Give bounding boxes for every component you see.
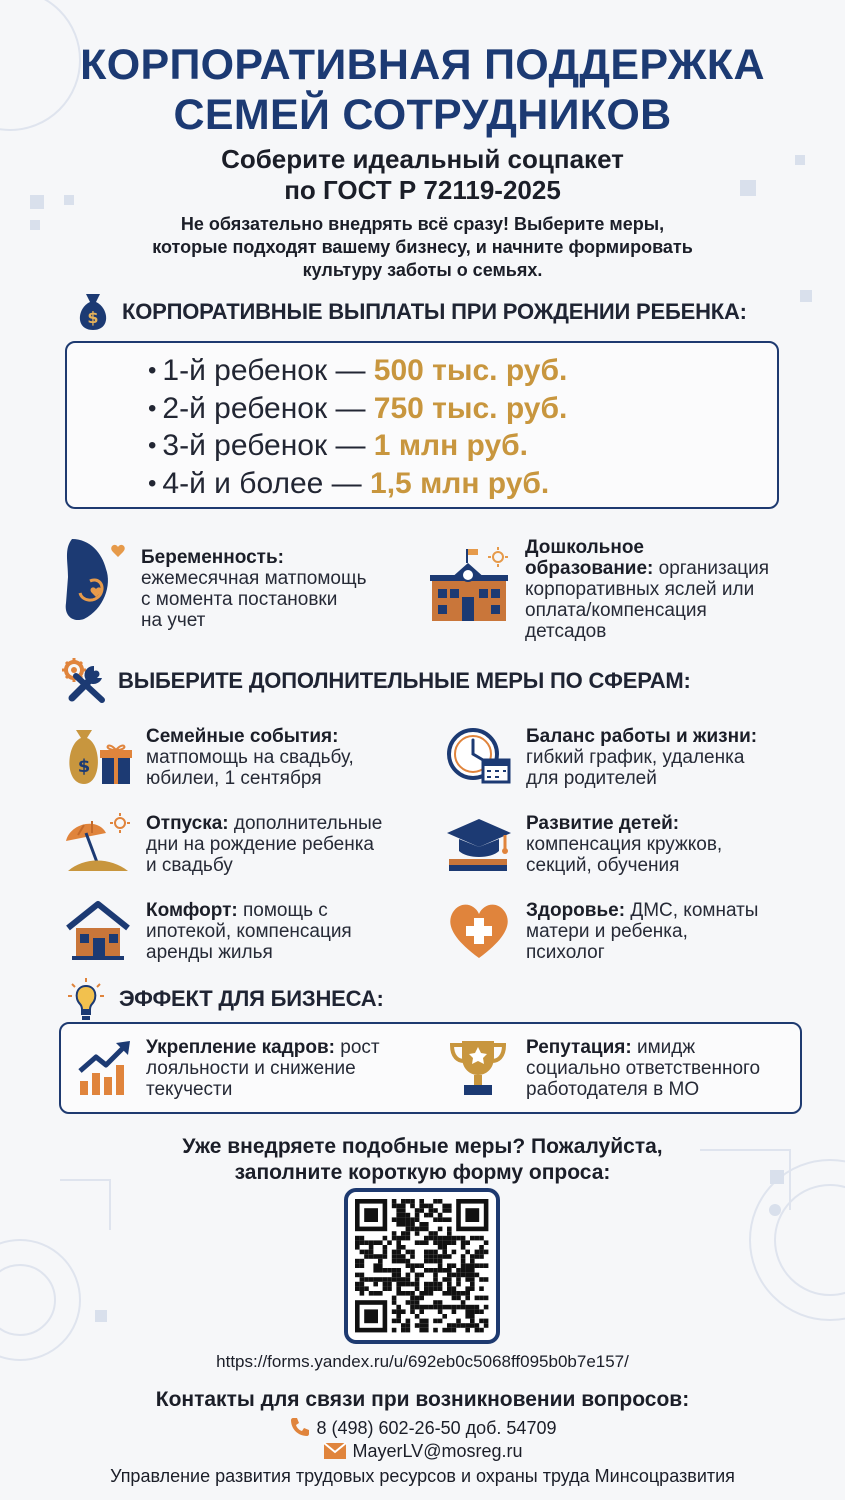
gear-wrench-icon [62,658,110,704]
survey-invitation: Уже внедряете подобные меры? Пожалуйста, заполните короткую форму опроса: [182,1135,663,1184]
extra-measures-heading: ВЫБЕРИТЕ ДОПОЛНИТЕЛЬНЫЕ МЕРЫ ПО СФЕРАМ: [62,658,691,704]
phone-icon [289,1416,311,1438]
payment-item: • 1-й ребенок — 500 тыс. руб. [148,354,568,387]
footer-organization: Управление развития трудовых ресурсов и охраны труда Минсоцразвития [110,1466,735,1486]
payment-item: • 3-й ребенок — 1 млн руб. [148,429,529,462]
payment-item: • 4-й и более — 1,5 млн руб. [148,467,550,500]
school-building-icon [428,545,514,625]
money-bag-icon [73,290,113,334]
trophy-icon [448,1037,508,1099]
clock-calendar-icon [445,726,513,786]
beach-umbrella-icon [64,813,132,875]
contacts-heading: Контакты для связи при возникновении вопросов: [155,1388,690,1411]
survey-link[interactable]: https://forms.yandex.ru/u/692eb0c5068ff095b0b7e157/ [216,1352,629,1371]
payment-item: • 2-й ребенок — 750 тыс. руб. [148,392,568,425]
page-subtitle: Соберите идеальный соцпакет по ГОСТ Р 72119-2025 [221,144,624,205]
qr-code-image[interactable] [348,1192,496,1340]
pregnant-woman-icon [60,537,134,623]
intro-text: Не обязательно внедрять всё сразу! Выберите меры, которые подходят вашему бизнесу, и начните формировать культуру заботы о семьях. [152,214,693,280]
heart-medical-icon [445,900,513,962]
payments-heading: $ КОРПОРАТИВНЫЕ ВЫПЛАТЫ ПРИ РОЖДЕНИИ РЕБЕНКА: [73,290,747,334]
growth-chart-icon [76,1037,134,1099]
svg-text:$: $ [77,756,91,777]
business-effect-heading: ЭФФЕКТ ДЛЯ БИЗНЕСА: [66,976,384,1022]
qr-code[interactable] [344,1188,500,1344]
envelope-icon [323,1442,347,1460]
page-title: КОРПОРАТИВНАЯ ПОДДЕРЖКА СЕМЕЙ СОТРУДНИКОВ [80,41,765,139]
contact-email[interactable]: MayerLV@mosreg.ru [0,1441,845,1462]
svg-text:$: $ [87,308,99,327]
graduation-cap-icon [445,813,513,873]
money-gift-icon [64,726,132,788]
lightbulb-icon [66,976,106,1022]
contact-phone[interactable]: 8 (498) 602-26-50 доб. 54709 [0,1416,845,1439]
infographic-page: КОРПОРАТИВНАЯ ПОДДЕРЖКА СЕМЕЙ СОТРУДНИКОВ Соберите идеальный соцпакет по ГОСТ Р 72119-2025 Не обязательно внедрять всё сразу! Выберите меры, которые подходят вашему бизнесу, и начните формировать культуру заботы о семьях. $ КОРПОРАТИВНЫЕ ВЫПЛАТЫ ПРИ РОЖДЕНИИ РЕБЕНКА: • 1-й ребенок — 500 тыс. руб. • 2-й ребенок — 750 тыс. руб. • 3-й ребенок — 1 млн руб. • 4-й и более — 1,5 млн руб. Беременность: ежемесячная матпомощь с момента постановки на учет Дошкольное образование: организация корпоративных яслей или оплата/компенсация детсадов ВЫБЕРИТЕ ДОПОЛНИТЕЛЬНЫЕ МЕРЫ ПО СФЕРАМ: $ Семейные события: матпомощь на свадьбу, юбилеи, 1 сентября Баланс работы и жизни: гибкий график, удаленка для родителей Отпуска: дополнительные дни на рождение ребенка и свадьбу Развитие детей: компенсация кружков, секций, обучения Комфорт: помощь с ипотекой, компенсация аренды жилья Здоровье: ДМС, комнаты матери и ребенка, психолог ЭФФЕКТ ДЛЯ БИЗНЕСА: Укрепление кадров: рост лояльности и снижение текучести Репутация: имидж социально ответственного работодателя в МО Уже внедряете подобные меры? Пожалуйста, заполните короткую форму опроса: https://forms.yandex.ru/u/692eb0c5068ff095b0b7e157/ Контакты для связи при возникновении вопросов: 8 (498) 602-26-50 доб. 54709 MayerLV@mosreg.ru Управление развития трудовых ресурсов и охраны труда Минсоцразвития [0,0,845,1500]
house-icon [64,900,132,962]
